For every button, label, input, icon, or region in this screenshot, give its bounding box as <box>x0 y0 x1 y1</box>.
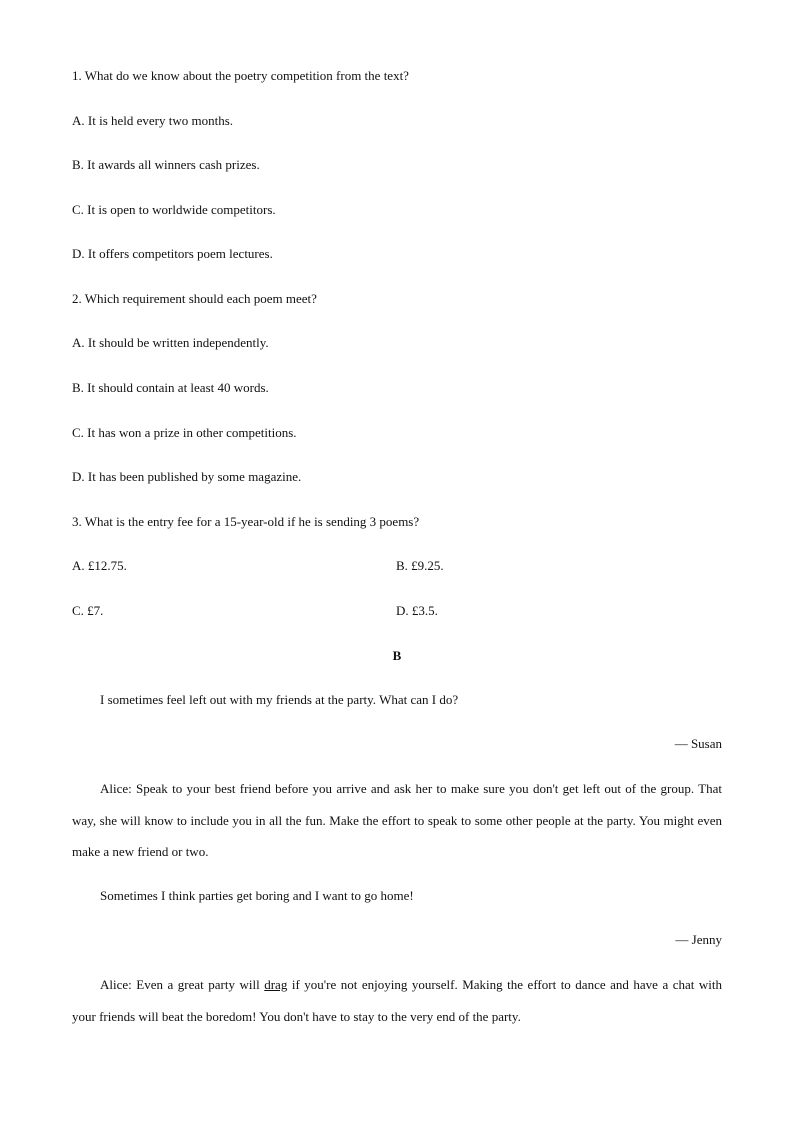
signature-jenny: — Jenny <box>675 932 722 947</box>
question-3-option-d: D. £3.5. <box>396 603 438 618</box>
question-1-option-d: D. It offers competitors poem lectures. <box>72 246 273 261</box>
question-2-option-d: D. It has been published by some magazine. <box>72 469 302 484</box>
question-1-stem: 1. What do we know about the poetry competition from the text? <box>72 68 409 83</box>
letter-question-susan: I sometimes feel left out with my friends at the party. What can I do? <box>100 692 459 707</box>
underlined-word: drag <box>264 977 288 992</box>
section-heading: B <box>392 648 402 663</box>
question-2-stem: 2. Which requirement should each poem meet? <box>72 291 317 306</box>
question-3-stem: 3. What is the entry fee for a 15-year-old if he is sending 3 poems? <box>72 514 420 529</box>
signature-susan: — Susan <box>674 736 722 751</box>
letter-question-jenny: Sometimes I think parties get boring and I want to go home! <box>100 888 414 903</box>
question-2-option-b: B. It should contain at least 40 words. <box>72 380 269 395</box>
question-2-option-a: A. It should be written independently. <box>72 335 269 350</box>
question-3-option-b: B. £9.25. <box>396 558 444 573</box>
answer-paragraph-2 <box>72 969 722 1032</box>
answer-2-text-start: Alice: Even a great party will <box>100 977 265 992</box>
question-1-option-a: A. It is held every two months. <box>72 113 234 128</box>
question-1-option-c: C. It is open to worldwide competitors. <box>72 202 276 217</box>
question-3-option-a: A. £12.75. <box>72 558 127 573</box>
answer-2-text-end: if you're not enjoying yourself. Making the effort to dance and have a chat with your friends will beat the boredom! You don't have to stay to the very end of the party. <box>72 977 722 1024</box>
question-2-option-c: C. It has won a prize in other competitions. <box>72 425 297 440</box>
question-3-option-c: C. £7. <box>72 603 104 618</box>
answer-paragraph-1: Alice: Speak to your best friend before you arrive and ask her to make sure you don't get left out of the group. That way, she will know to include you in all the fun. Make the effort to speak to some other people at the party. You might even make a new friend or two. <box>72 781 722 859</box>
question-1-option-b: B. It awards all winners cash prizes. <box>72 157 260 172</box>
